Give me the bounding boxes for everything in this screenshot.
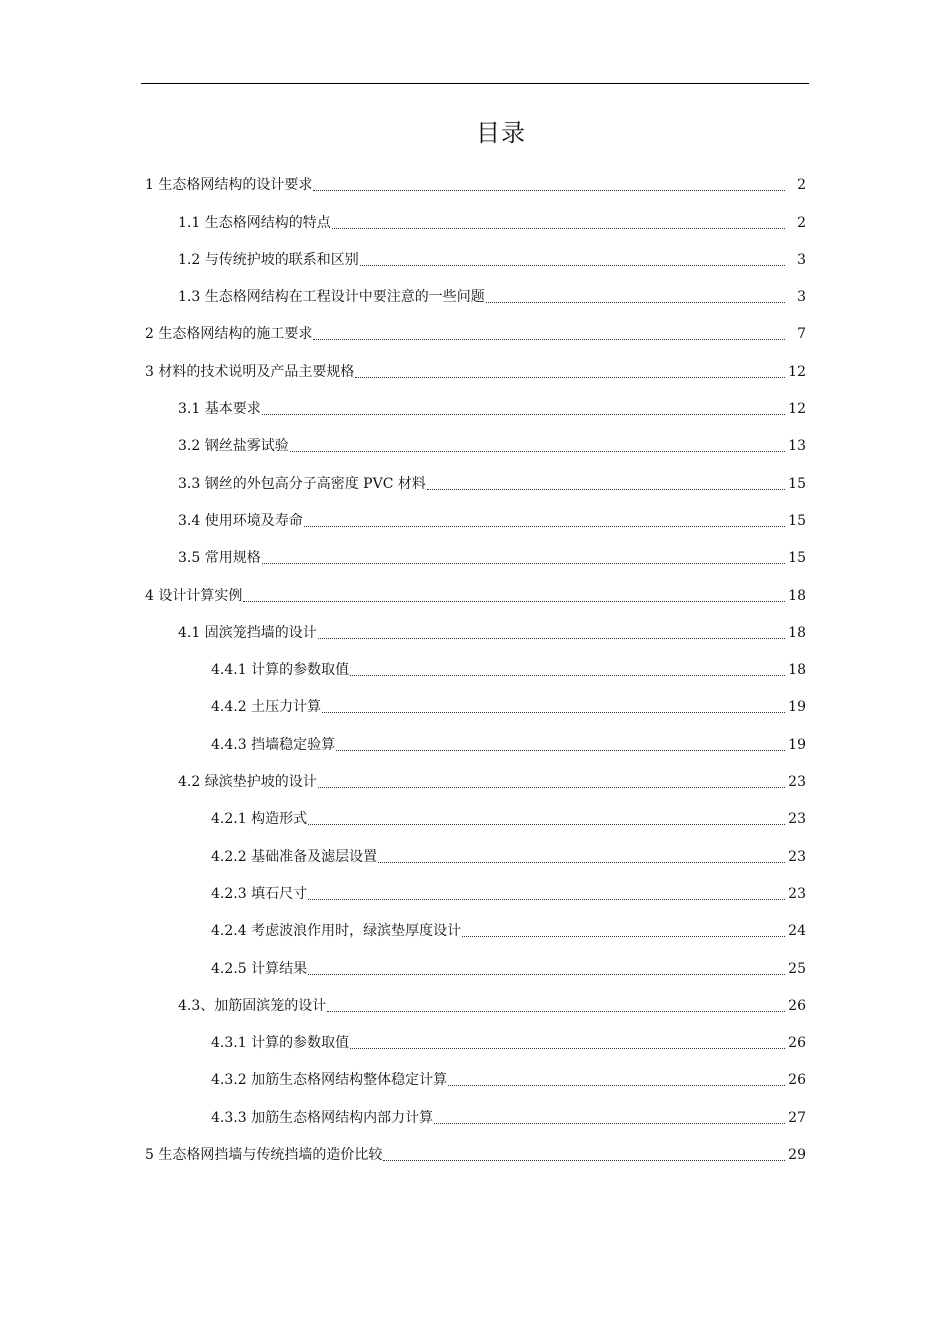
toc-entry[interactable] <box>178 203 806 240</box>
toc-entry[interactable] <box>211 651 806 688</box>
header-rule <box>141 83 809 84</box>
toc-entry-title: 4.2 绿滨垫护坡的设计 <box>178 774 317 791</box>
toc-entry-title: 4.4.3 挡墙稳定验算 <box>211 736 336 753</box>
toc-page-number: 3 <box>797 251 806 268</box>
toc-entry-title: 4.4.1 计算的参数取值 <box>211 662 350 679</box>
toc-entry-title: 4.3.1 计算的参数取值 <box>211 1035 350 1052</box>
toc-entry[interactable] <box>145 315 806 352</box>
toc-dot-leader <box>427 489 785 490</box>
toc-entry-title: 4 设计计算实例 <box>145 587 243 604</box>
toc-page-number: 25 <box>788 960 806 977</box>
toc-entry[interactable] <box>178 763 806 800</box>
toc-entry-title: 3.2 钢丝盐雾试验 <box>178 438 289 455</box>
page-title: 目录 <box>476 119 526 147</box>
toc-entry-title: 3.4 使用环境及寿命 <box>178 512 303 529</box>
toc-dot-leader <box>262 414 785 415</box>
toc-dot-leader <box>308 899 785 900</box>
toc-dot-leader <box>308 824 785 825</box>
toc-page-number: 2 <box>797 177 806 194</box>
toc-entry[interactable] <box>211 688 806 725</box>
toc-entry-title: 4.3.2 加筋生态格网结构整体稳定计算 <box>211 1072 448 1089</box>
toc-dot-leader <box>327 1011 785 1012</box>
toc-entry[interactable] <box>211 725 806 762</box>
toc-page-number: 26 <box>788 1072 806 1089</box>
toc-page-number: 26 <box>788 1035 806 1052</box>
toc-dot-leader <box>304 526 785 527</box>
toc-entry-title: 4.2.4 考虑波浪作用时，绿滨垫厚度设计 <box>211 923 462 940</box>
toc-page-number: 12 <box>788 363 806 380</box>
toc-entry-title: 1.2 与传统护坡的联系和区别 <box>178 251 359 268</box>
toc-page-number: 29 <box>788 1147 806 1164</box>
toc-page-number: 12 <box>788 401 806 418</box>
toc-entry[interactable] <box>178 464 806 501</box>
toc-page-number: 27 <box>788 1109 806 1126</box>
toc-page-number: 3 <box>797 289 806 306</box>
toc-entry[interactable] <box>178 278 806 315</box>
table-of-contents <box>0 166 950 1173</box>
toc-page-number: 15 <box>788 550 806 567</box>
toc-entry[interactable] <box>211 912 806 949</box>
toc-entry[interactable] <box>178 502 806 539</box>
toc-dot-leader <box>360 265 785 266</box>
toc-entry-title: 2 生态格网结构的施工要求 <box>145 326 313 343</box>
toc-entry[interactable] <box>178 614 806 651</box>
toc-entry[interactable] <box>145 576 806 613</box>
toc-entry-title: 5 生态格网挡墙与传统挡墙的造价比较 <box>145 1147 383 1164</box>
toc-dot-leader <box>486 302 785 303</box>
toc-entry[interactable] <box>178 987 806 1024</box>
toc-entry[interactable] <box>178 241 806 278</box>
toc-entry-title: 4.3.3 加筋生态格网结构内部力计算 <box>211 1109 434 1126</box>
toc-dot-leader <box>383 1160 785 1161</box>
toc-page-number: 23 <box>788 885 806 902</box>
toc-entry[interactable] <box>145 1136 806 1173</box>
toc-entry-title: 4.3、加筋固滨笼的设计 <box>178 997 327 1014</box>
toc-page-number: 19 <box>788 699 806 716</box>
toc-entry-title: 3.1 基本要求 <box>178 401 261 418</box>
toc-page-number: 23 <box>788 811 806 828</box>
toc-page-number: 15 <box>788 475 806 492</box>
toc-entry-title: 3.5 常用规格 <box>178 550 261 567</box>
toc-page-number: 23 <box>788 848 806 865</box>
toc-entry[interactable] <box>178 539 806 576</box>
toc-dot-leader <box>290 451 785 452</box>
toc-page-number: 19 <box>788 736 806 753</box>
toc-entry[interactable] <box>211 949 806 986</box>
toc-dot-leader <box>434 1123 785 1124</box>
toc-entry[interactable] <box>211 1024 806 1061</box>
toc-page-number: 18 <box>788 662 806 679</box>
toc-dot-leader <box>336 750 785 751</box>
toc-entry[interactable] <box>211 1098 806 1135</box>
toc-entry-title: 4.4.2 土压力计算 <box>211 699 322 716</box>
toc-entry-title: 1 生态格网结构的设计要求 <box>145 177 313 194</box>
toc-dot-leader <box>448 1085 785 1086</box>
toc-entry-title: 1.3 生态格网结构在工程设计中要注意的一些问题 <box>178 289 485 306</box>
toc-entry[interactable] <box>211 1061 806 1098</box>
toc-entry-title: 4.1 固滨笼挡墙的设计 <box>178 624 317 641</box>
toc-page-number: 18 <box>788 624 806 641</box>
toc-page-number: 18 <box>788 587 806 604</box>
toc-entry-title: 4.2.2 基础准备及滤层设置 <box>211 848 378 865</box>
toc-dot-leader <box>355 377 785 378</box>
toc-entry[interactable] <box>145 352 806 389</box>
toc-dot-leader <box>313 339 785 340</box>
toc-entry-title: 4.2.3 填石尺寸 <box>211 885 308 902</box>
toc-entry-title: 1.1 生态格网结构的特点 <box>178 214 331 231</box>
toc-page-number: 26 <box>788 997 806 1014</box>
toc-dot-leader <box>332 228 785 229</box>
toc-dot-leader <box>308 974 785 975</box>
toc-entry-title: 4.2.1 构造形式 <box>211 811 308 828</box>
toc-page-number: 23 <box>788 774 806 791</box>
toc-entry[interactable] <box>145 166 806 203</box>
toc-dot-leader <box>318 787 785 788</box>
toc-dot-leader <box>462 936 785 937</box>
toc-dot-leader <box>350 1048 785 1049</box>
toc-entry[interactable] <box>211 837 806 874</box>
toc-entry[interactable] <box>178 427 806 464</box>
toc-page-number: 15 <box>788 512 806 529</box>
toc-page-number: 7 <box>797 326 806 343</box>
toc-dot-leader <box>313 190 785 191</box>
toc-dot-leader <box>350 675 785 676</box>
toc-dot-leader <box>318 638 785 639</box>
toc-entry-title: 4.2.5 计算结果 <box>211 960 308 977</box>
toc-entry-title: 3.3 钢丝的外包高分子高密度 PVC 材料 <box>178 475 426 492</box>
toc-dot-leader <box>243 601 785 602</box>
toc-entry[interactable] <box>211 800 806 837</box>
toc-page-number: 13 <box>788 438 806 455</box>
toc-dot-leader <box>378 862 785 863</box>
toc-dot-leader <box>322 712 785 713</box>
toc-page-number: 2 <box>797 214 806 231</box>
toc-entry-title: 3 材料的技术说明及产品主要规格 <box>145 363 355 380</box>
toc-dot-leader <box>262 563 785 564</box>
toc-entry[interactable] <box>211 875 806 912</box>
toc-entry[interactable] <box>178 390 806 427</box>
toc-page-number: 24 <box>788 923 806 940</box>
